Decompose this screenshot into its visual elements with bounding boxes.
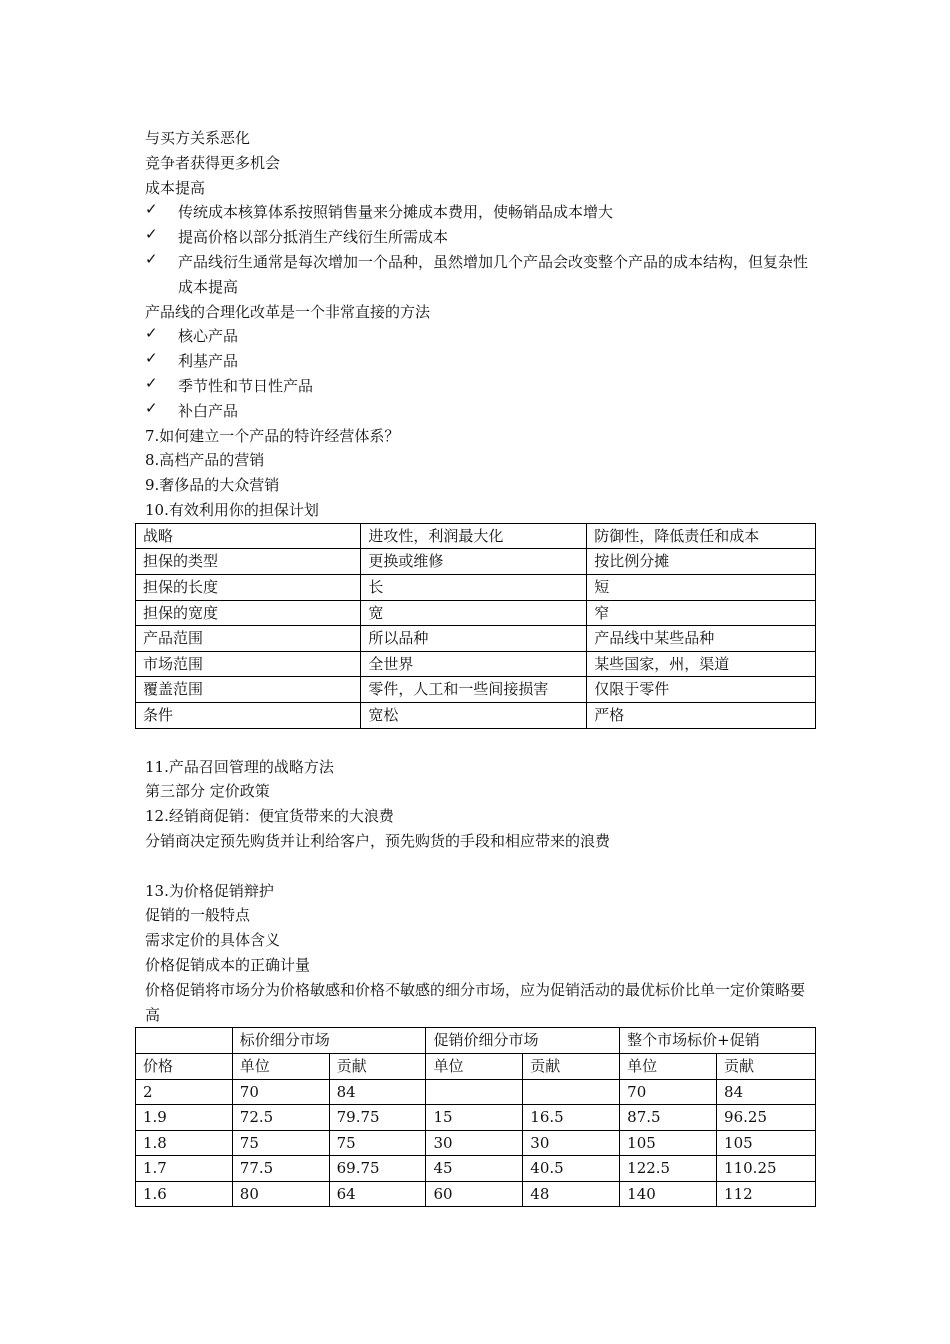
table-cell: 112 xyxy=(717,1181,816,1207)
checkmark-icon: ✓ xyxy=(145,225,158,244)
table-cell: 1.8 xyxy=(136,1130,233,1156)
table-cell: 70 xyxy=(620,1079,717,1105)
table-cell: 宽 xyxy=(361,600,587,626)
text-line: 价格促销成本的正确计量 xyxy=(145,955,311,974)
table-cell: 单位 xyxy=(232,1053,329,1079)
checkmark-icon: ✓ xyxy=(145,398,158,417)
list-item-text: 提高价格以部分抵消生产线衍生所需成本 xyxy=(178,228,449,247)
table-cell: 战略 xyxy=(136,523,361,549)
table-cell: 按比例分摊 xyxy=(587,549,816,575)
checkmark-icon: ✓ xyxy=(145,349,158,368)
text-line: 7.如何建立一个产品的特许经营体系？ xyxy=(145,426,400,445)
text-line: 13.为价格促销辩护 xyxy=(145,881,274,900)
product-bullet-list xyxy=(145,324,815,423)
price-promotion-table xyxy=(135,1027,816,1207)
table-cell: 122.5 xyxy=(620,1156,717,1182)
table-cell: 所以品种 xyxy=(361,626,587,652)
list-item xyxy=(145,349,815,374)
checkmark-icon: ✓ xyxy=(145,249,158,268)
table-cell: 担保的宽度 xyxy=(136,600,361,626)
table-cell: 2 xyxy=(136,1079,233,1105)
price-table-wrap xyxy=(145,1027,815,1212)
table-cell: 45 xyxy=(426,1156,523,1182)
table-row xyxy=(136,1079,816,1105)
table-cell: 64 xyxy=(329,1181,426,1207)
table-cell: 79.75 xyxy=(329,1105,426,1131)
table-row xyxy=(136,1130,816,1156)
warranty-table-wrap xyxy=(145,523,815,730)
table-cell xyxy=(523,1079,620,1105)
list-item xyxy=(145,200,815,225)
list-item-text: 核心产品 xyxy=(178,327,239,346)
table-row xyxy=(136,651,816,677)
warranty-table xyxy=(135,523,816,729)
blank-line xyxy=(145,854,815,879)
table-row xyxy=(136,702,816,728)
section-pricing xyxy=(145,755,815,854)
table-cell: 条件 xyxy=(136,702,361,728)
table-cell: 短 xyxy=(587,574,816,600)
section-promotion xyxy=(145,879,815,978)
table-row xyxy=(136,626,816,652)
table-cell: 110.25 xyxy=(717,1156,816,1182)
list-item-text: 利基产品 xyxy=(178,352,239,371)
table-cell: 77.5 xyxy=(232,1156,329,1182)
table-cell: 48 xyxy=(523,1181,620,1207)
table-cell: 促销价细分市场 xyxy=(426,1028,620,1054)
table-cell: 贡献 xyxy=(717,1053,816,1079)
table-row xyxy=(136,677,816,703)
table-cell: 仅限于零件 xyxy=(587,677,816,703)
table-cell: 84 xyxy=(717,1079,816,1105)
document-page xyxy=(145,126,815,1212)
text-line: 成本提高 xyxy=(145,178,206,197)
text-line: 12.经销商促销：便宜货带来的大浪费 xyxy=(145,807,394,826)
table-cell: 长 xyxy=(361,574,587,600)
table-row xyxy=(136,1105,816,1131)
table-cell: 75 xyxy=(329,1130,426,1156)
table-cell: 单位 xyxy=(426,1053,523,1079)
table-cell: 窄 xyxy=(587,600,816,626)
cost-bullet-list xyxy=(145,200,815,299)
table-cell: 产品线中某些品种 xyxy=(587,626,816,652)
table-cell: 产品范围 xyxy=(136,626,361,652)
checkmark-icon: ✓ xyxy=(145,200,158,219)
table-cell: 70 xyxy=(232,1079,329,1105)
table-cell: 贡献 xyxy=(329,1053,426,1079)
table-row xyxy=(136,600,816,626)
promotion-paragraph: 价格促销将市场分为价格敏感和价格不敏感的细分市场，应为促销活动的最优标价比单一定价策略要高 xyxy=(145,980,806,1024)
table-cell: 1.6 xyxy=(136,1181,233,1207)
text-line: 8.高档产品的营销 xyxy=(145,451,265,470)
table-cell: 84 xyxy=(329,1079,426,1105)
list-item xyxy=(145,374,815,399)
table-cell: 标价细分市场 xyxy=(232,1028,426,1054)
list-item-text: 补白产品 xyxy=(178,401,239,420)
checkmark-icon: ✓ xyxy=(145,373,158,392)
table-cell: 105 xyxy=(717,1130,816,1156)
table-cell: 72.5 xyxy=(232,1105,329,1131)
text-line: 11.产品召回管理的战略方法 xyxy=(145,757,334,776)
list-item-text: 季节性和节日性产品 xyxy=(178,376,314,395)
table-cell: 单位 xyxy=(620,1053,717,1079)
text-line: 与买方关系恶化 xyxy=(145,129,251,147)
text-line: 需求定价的具体含义 xyxy=(145,931,281,950)
table-cell: 担保的类型 xyxy=(136,549,361,575)
table-header-row xyxy=(136,1028,816,1054)
table-cell: 60 xyxy=(426,1181,523,1207)
table-row xyxy=(136,549,816,575)
table-cell: 严格 xyxy=(587,702,816,728)
blank-line xyxy=(145,730,815,755)
table-cell: 某些国家，州，渠道 xyxy=(587,651,816,677)
table-row xyxy=(136,523,816,549)
text-line: 竞争者获得更多机会 xyxy=(145,153,281,172)
text-line: 促销的一般特点 xyxy=(145,906,251,925)
table-cell: 30 xyxy=(523,1130,620,1156)
table-cell: 140 xyxy=(620,1181,717,1207)
table-row xyxy=(136,1156,816,1182)
table-cell: 进攻性，利润最大化 xyxy=(361,523,587,549)
table-cell: 40.5 xyxy=(523,1156,620,1182)
table-cell: 1.9 xyxy=(136,1105,233,1131)
table-cell: 105 xyxy=(620,1130,717,1156)
table-cell: 69.75 xyxy=(329,1156,426,1182)
checkmark-icon: ✓ xyxy=(145,324,158,343)
text-line: 第三部分 定价政策 xyxy=(145,782,270,801)
table-cell xyxy=(136,1028,233,1054)
text-line: 10.有效利用你的担保计划 xyxy=(145,500,319,519)
table-cell: 16.5 xyxy=(523,1105,620,1131)
table-cell: 宽松 xyxy=(361,702,587,728)
table-cell: 80 xyxy=(232,1181,329,1207)
list-item xyxy=(145,324,815,349)
list-item xyxy=(145,250,815,300)
list-item xyxy=(145,225,815,250)
table-cell: 零件，人工和一些间接损害 xyxy=(361,677,587,703)
table-cell: 30 xyxy=(426,1130,523,1156)
rationalize-title: 产品线的合理化改革是一个非常直接的方法 xyxy=(145,302,431,321)
table-cell: 价格 xyxy=(136,1053,233,1079)
table-row xyxy=(136,1181,816,1207)
list-item xyxy=(145,399,815,424)
section-intro xyxy=(145,126,815,200)
section-questions xyxy=(145,424,815,523)
table-cell: 75 xyxy=(232,1130,329,1156)
table-cell: 96.25 xyxy=(717,1105,816,1131)
table-cell: 防御性，降低责任和成本 xyxy=(587,523,816,549)
table-cell: 全世界 xyxy=(361,651,587,677)
table-cell: 贡献 xyxy=(523,1053,620,1079)
table-cell: 15 xyxy=(426,1105,523,1131)
table-cell: 覆盖范围 xyxy=(136,677,361,703)
text-line: 分销商决定预先购货并让利给客户，预先购货的手段和相应带来的浪费 xyxy=(145,831,611,850)
table-row xyxy=(136,574,816,600)
table-cell: 担保的长度 xyxy=(136,574,361,600)
table-cell: 整个市场标价+促销 xyxy=(620,1028,816,1054)
table-cell: 更换或维修 xyxy=(361,549,587,575)
table-cell: 市场范围 xyxy=(136,651,361,677)
list-item-text: 产品线衍生通常是每次增加一个品种，虽然增加几个产品会改变整个产品的成本结构，但复杂性成本提高 xyxy=(178,252,809,296)
list-item-text: 传统成本核算体系按照销售量来分摊成本费用，使畅销品成本增大 xyxy=(178,203,614,222)
table-cell: 87.5 xyxy=(620,1105,717,1131)
table-cell: 1.7 xyxy=(136,1156,233,1182)
table-subheader-row xyxy=(136,1053,816,1079)
text-line: 9.奢侈品的大众营销 xyxy=(145,476,280,495)
table-cell xyxy=(426,1079,523,1105)
